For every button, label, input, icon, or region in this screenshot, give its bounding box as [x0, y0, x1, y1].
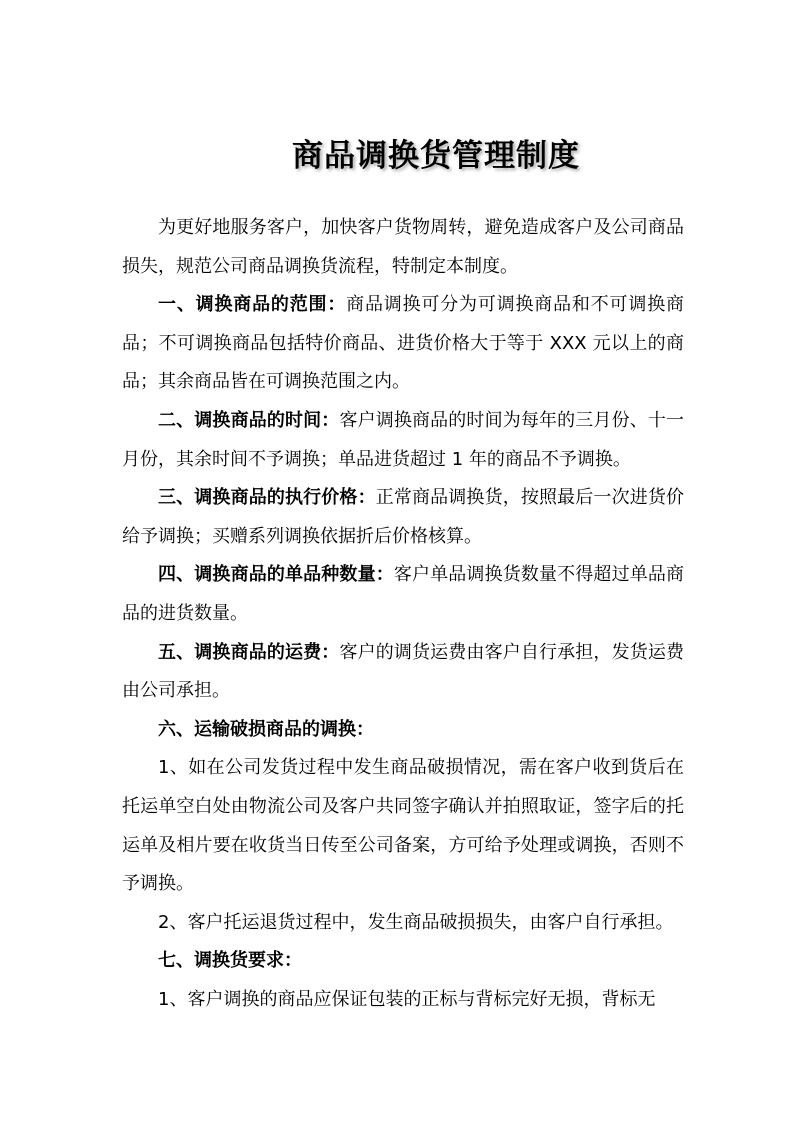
section-1-heading: 一、调换商品的范围：	[158, 294, 347, 316]
section-6-item-2: 2、客户托运退货过程中，发生商品破损损失，由客户自行承担。	[158, 911, 674, 933]
section-7-heading-paragraph	[122, 942, 684, 981]
intro-paragraph: 为更好地服务客户，加快客户货物周转，避免造成客户及公司商品损失，规范公司商品调换货流程，特制定本制度。	[122, 217, 684, 277]
section-6-heading-paragraph	[122, 711, 684, 750]
section-4-paragraph	[122, 556, 684, 633]
section-3-paragraph	[122, 479, 684, 556]
section-5-heading: 五、调换商品的运费：	[158, 641, 340, 663]
section-7-item-1: 1、客户调换的商品应保证包装的正标与背标完好无损，背标无	[158, 988, 656, 1010]
section-1-paragraph	[122, 286, 684, 402]
section-7-heading: 七、调换货要求：	[158, 950, 302, 972]
section-2-heading: 二、调换商品的时间：	[158, 409, 340, 431]
section-1-text: 商品调换可分为可调换商品和不可调换商品；不可调换商品包括特价商品、进货价格大于等于 XXX 元以上的商品；其余商品皆在可调换范围之内。	[122, 294, 685, 393]
section-5-paragraph	[122, 634, 684, 711]
document-body	[122, 209, 684, 1019]
section-5-text: 客户的调货运费由客户自行承担，发货运费由公司承担。	[122, 641, 685, 702]
section-2-paragraph	[122, 402, 684, 479]
section-2-text: 客户调换商品的时间为每年的三月份、十一月份，其余时间不予调换；单品进货超过 1 年的商品不予调换。	[122, 409, 685, 470]
section-3-text: 正常商品调换货，按照最后一次进货价给予调换；买赠系列调换依据折后价格核算。	[122, 487, 685, 547]
section-4-text: 客户单品调换货数量不得超过单品商品的进货数量。	[122, 564, 685, 624]
document-title: 商品调换货管理制度	[292, 138, 580, 174]
section-6-heading: 六、运输破损商品的调换：	[158, 718, 374, 740]
section-6-item-1: 1、如在公司发货过程中发生商品破损情况，需在客户收到货后在托运单空白处由物流公司及客户共同签字确认并拍照取证，签字后的托运单及相片要在收货当日传至公司备案，方可给予处理或调换，否则不予调换。	[122, 757, 684, 895]
section-4-heading: 四、调换商品的单品种数量：	[158, 564, 394, 586]
section-3-heading: 三、调换商品的执行价格：	[158, 487, 376, 509]
